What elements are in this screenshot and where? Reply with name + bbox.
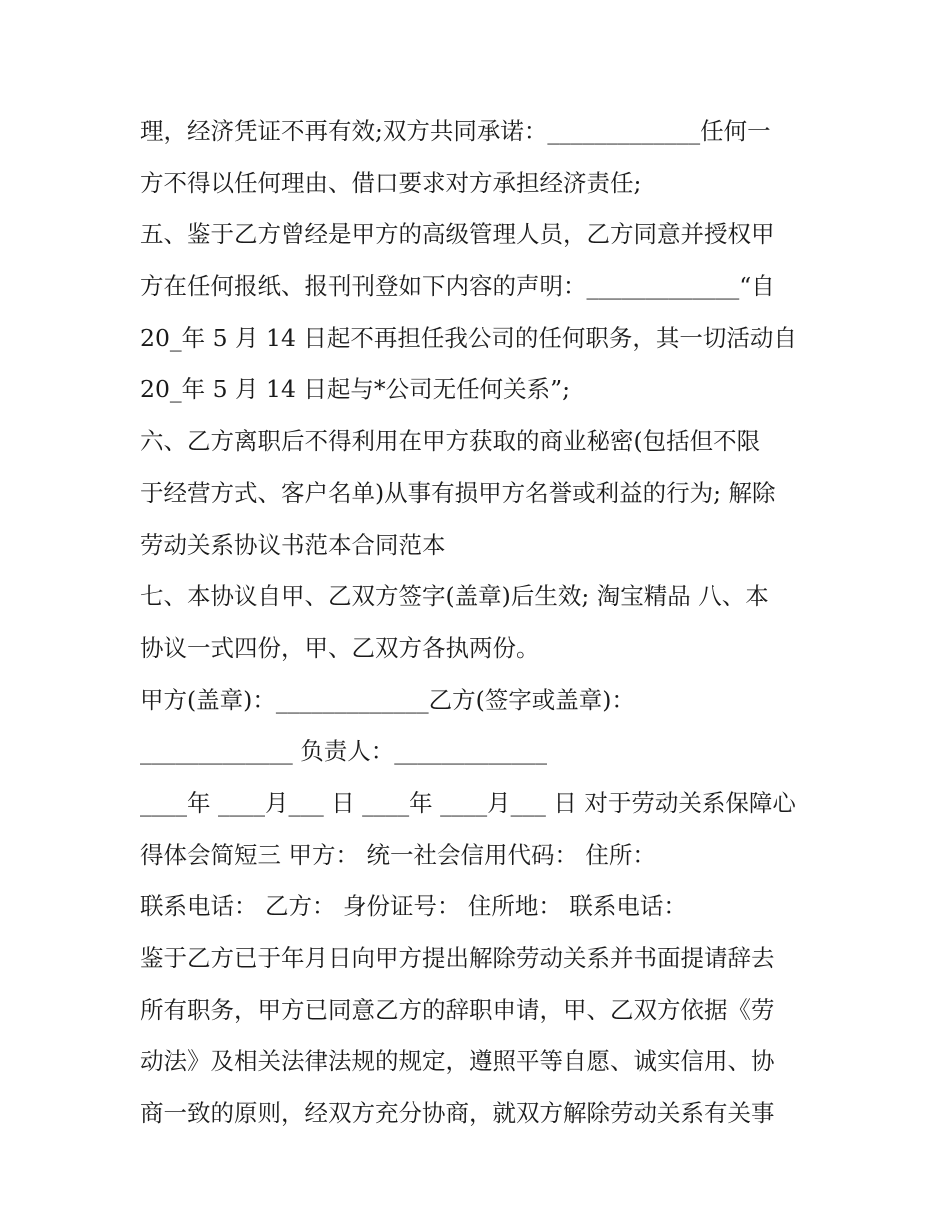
text-line-12: 甲方(盖章)：_____________乙方(签字或盖章)：	[140, 685, 635, 714]
text-line-17: 鉴于乙方已于年月日向甲方提出解除劳动关系并书面提请辞去	[140, 944, 775, 972]
text-line-5: 20_年 5 月 14 日起不再担任我公司的任何职务，其一切活动自	[140, 323, 797, 352]
text-line-16: 联系电话： 乙方： 身份证号： 住所地： 联系电话：	[140, 892, 687, 921]
text-line-10: 七、本协议自甲、乙双方签字(盖章)后生效; 淘宝精品 八、本	[140, 582, 769, 611]
text-line-3: 五、鉴于乙方曾经是甲方的高级管理人员，乙方同意并授权甲	[140, 220, 775, 249]
text-line-9: 劳动关系协议书范本合同范本	[140, 530, 446, 559]
text-line-13: _____________ 负责人：_____________	[140, 737, 547, 766]
text-line-6: 20_年 5 月 14 日起与*公司无任何关系”;	[140, 375, 571, 404]
text-line-1: 理，经济凭证不再有效;双方共同承诺：_____________任何一	[140, 117, 771, 145]
text-line-4: 方在任何报纸、报刊刊登如下内容的声明：_____________“自	[140, 272, 775, 301]
text-line-15: 得体会简短三 甲方： 统一社会信用代码： 住所：	[140, 840, 656, 869]
text-line-8: 于经营方式、客户名单)从事有损甲方名誉或利益的行为; 解除	[140, 478, 776, 507]
document-body	[140, 106, 820, 1140]
text-line-18: 所有职务，甲方已同意乙方的辞职申请，甲、乙双方依据《劳	[140, 995, 775, 1024]
text-line-19: 动法》及相关法律法规的规定，遵照平等自愿、诚实信用、协	[140, 1047, 775, 1076]
text-line-2: 方不得以任何理由、借口要求对方承担经济责任;	[140, 168, 642, 197]
text-line-14: ____年 ____月___ 日 ____年 ____月___ 日 对于劳动关系保障心	[140, 788, 796, 817]
text-line-7: 六、乙方离职后不得利用在甲方获取的商业秘密(包括但不限	[140, 427, 761, 456]
text-line-20: 商一致的原则，经双方充分协商，就双方解除劳动关系有关事	[140, 1099, 775, 1128]
text-line-11: 协议一式四份，甲、乙双方各执两份。	[140, 633, 540, 662]
